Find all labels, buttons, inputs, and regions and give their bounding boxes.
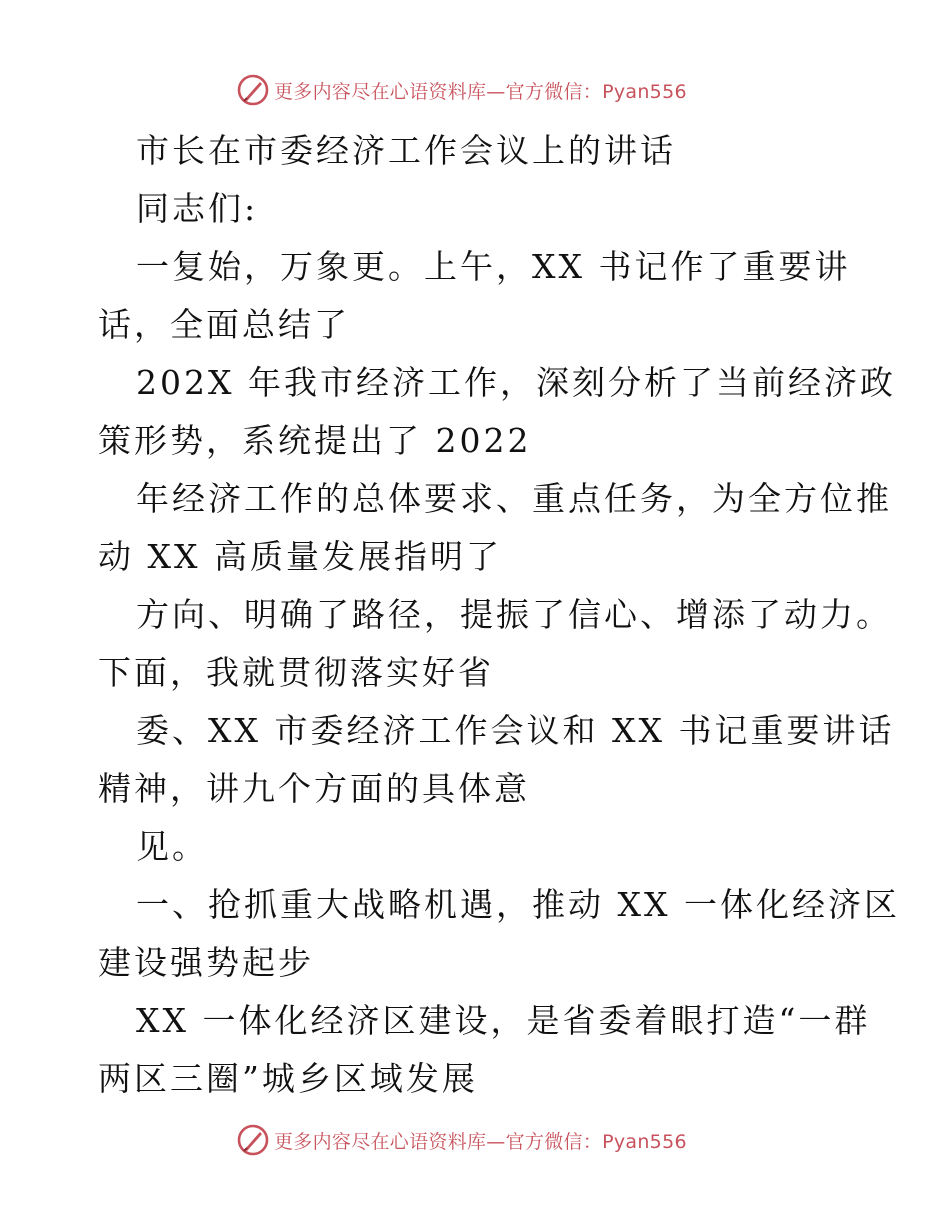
paragraph-line: 见。	[136, 827, 208, 866]
quill-seal-icon	[236, 73, 270, 107]
paragraph-line: 话，全面总结了	[98, 305, 350, 344]
header-text: 更多内容尽在心语资料库—官方微信：Pyan556	[274, 80, 687, 103]
doc-title: 市长在市委经济工作会议上的讲话	[136, 131, 676, 170]
document-body	[98, 122, 900, 1108]
paragraph-line: 年经济工作的总体要求、重点任务，为全方位推	[136, 479, 892, 518]
quill-seal-icon	[236, 1123, 270, 1157]
paragraph-line: 两区三圈”城乡区域发展	[98, 1059, 478, 1098]
paragraph-line: 方向、明确了路径，提振了信心、增添了动力。	[136, 595, 892, 634]
header-banner	[236, 72, 756, 108]
section-heading: 一、抢抓重大战略机遇，推动 XX 一体化经济区	[136, 885, 900, 924]
paragraph-line: 委、XX 市委经济工作会议和 XX 书记重要讲话	[136, 711, 895, 750]
paragraph-line: 下面，我就贯彻落实好省	[98, 653, 494, 692]
paragraph-line: XX 一体化经济区建设，是省委着眼打造“一群	[136, 1001, 871, 1040]
section-heading: 建设强势起步	[98, 943, 314, 982]
footer-text: 更多内容尽在心语资料库—官方微信：Pyan556	[274, 1130, 687, 1153]
salutation: 同志们:	[136, 189, 259, 228]
paragraph-line: 动 XX 高质量发展指明了	[98, 537, 502, 576]
footer-banner	[236, 1122, 756, 1158]
paragraph-line: 精神，讲九个方面的具体意	[98, 769, 530, 808]
paragraph-line: 策形势，系统提出了 2022	[98, 421, 532, 460]
paragraph-line: 202X 年我市经济工作，深刻分析了当前经济政	[136, 363, 896, 402]
paragraph-line: 一复始，万象更。上午，XX 书记作了重要讲	[136, 247, 851, 286]
